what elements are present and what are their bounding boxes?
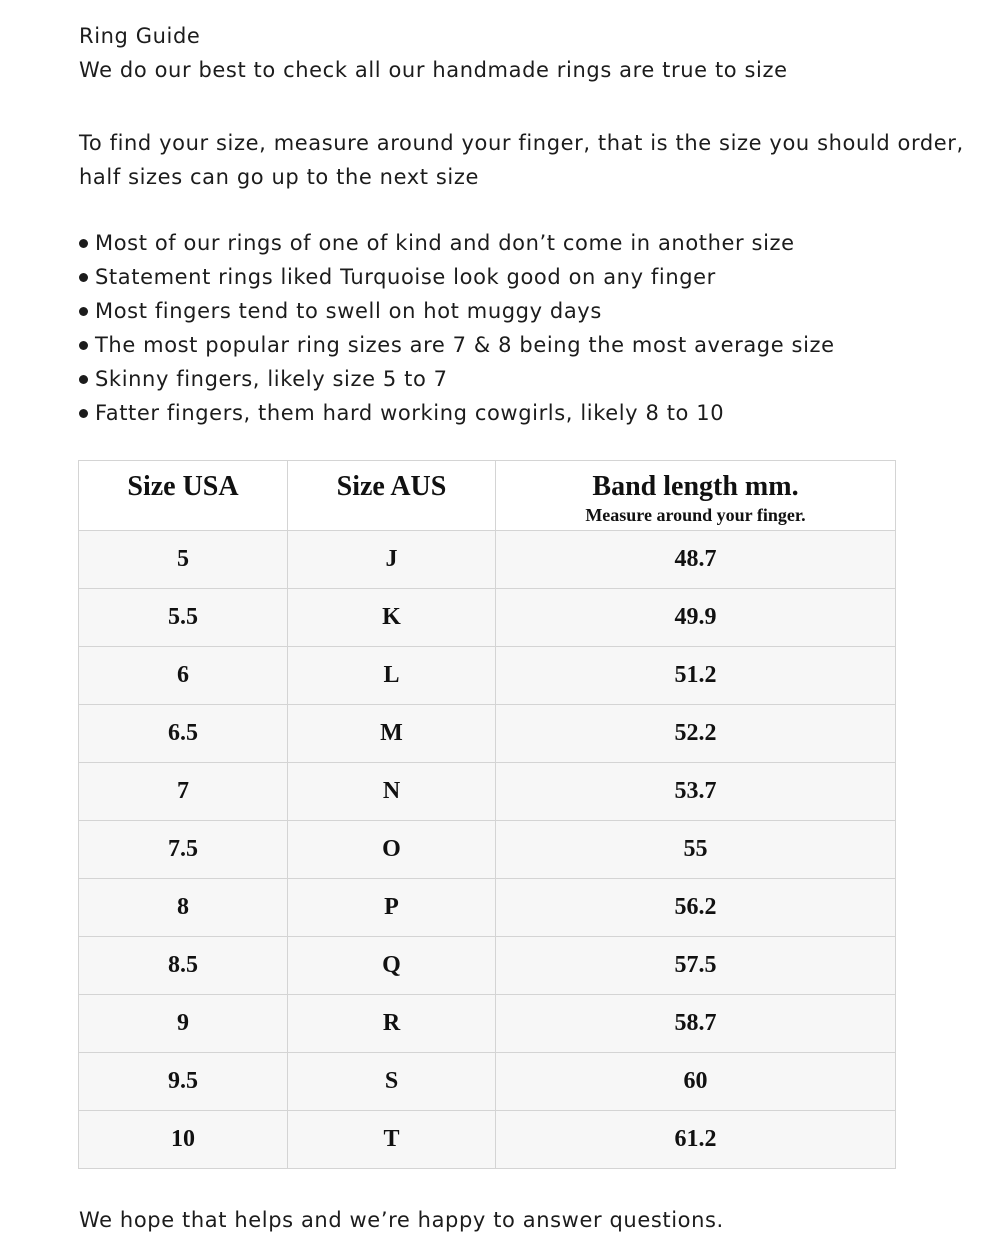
tip-text: Most of our rings of one of kind and don’t come in another size bbox=[95, 231, 795, 255]
cell-aus: S bbox=[288, 1053, 496, 1111]
cell-mm: 61.2 bbox=[496, 1111, 896, 1169]
cell-mm: 55 bbox=[496, 821, 896, 879]
cell-aus: T bbox=[288, 1111, 496, 1169]
cell-usa: 5 bbox=[79, 531, 288, 589]
table-row bbox=[79, 879, 896, 937]
bullet-icon bbox=[79, 375, 88, 384]
cell-mm: 49.9 bbox=[496, 589, 896, 647]
tip-text: Statement rings liked Turquoise look good on any finger bbox=[95, 265, 716, 289]
cell-aus: L bbox=[288, 647, 496, 705]
cell-mm: 60 bbox=[496, 1053, 896, 1111]
bullet-icon bbox=[79, 341, 88, 350]
tip-text: Skinny fingers, likely size 5 to 7 bbox=[95, 367, 448, 391]
table-row bbox=[79, 995, 896, 1053]
tip-text: The most popular ring sizes are 7 & 8 being the most average size bbox=[95, 333, 835, 357]
cell-aus: M bbox=[288, 705, 496, 763]
closing-text: We hope that helps and we’re happy to answer questions. bbox=[79, 1208, 724, 1232]
cell-aus: P bbox=[288, 879, 496, 937]
cell-usa: 6.5 bbox=[79, 705, 288, 763]
cell-usa: 8 bbox=[79, 879, 288, 937]
cell-mm: 53.7 bbox=[496, 763, 896, 821]
cell-usa: 6 bbox=[79, 647, 288, 705]
table-row bbox=[79, 647, 896, 705]
cell-aus: N bbox=[288, 763, 496, 821]
table-row bbox=[79, 531, 896, 589]
tips-list bbox=[79, 226, 835, 430]
cell-aus: R bbox=[288, 995, 496, 1053]
bullet-icon bbox=[79, 307, 88, 316]
cell-aus: O bbox=[288, 821, 496, 879]
header-band-length-label: Band length mm. bbox=[592, 471, 799, 502]
cell-usa: 7.5 bbox=[79, 821, 288, 879]
cell-usa: 5.5 bbox=[79, 589, 288, 647]
table-row bbox=[79, 821, 896, 879]
header-band-length-subtitle: Measure around your finger. bbox=[585, 505, 806, 525]
cell-mm: 52.2 bbox=[496, 705, 896, 763]
header-size-aus: Size AUS bbox=[288, 461, 496, 531]
cell-usa: 9.5 bbox=[79, 1053, 288, 1111]
cell-mm: 58.7 bbox=[496, 995, 896, 1053]
cell-usa: 10 bbox=[79, 1111, 288, 1169]
list-item bbox=[79, 396, 835, 430]
cell-aus: K bbox=[288, 589, 496, 647]
bullet-icon bbox=[79, 273, 88, 282]
tip-text: Most fingers tend to swell on hot muggy days bbox=[95, 299, 602, 323]
list-item bbox=[79, 328, 835, 362]
list-item bbox=[79, 226, 835, 260]
find-size-text: To find your size, measure around your finger, that is the size you should order, half sizes can go up to the next size bbox=[79, 131, 964, 189]
bullet-icon bbox=[79, 409, 88, 418]
page-title: Ring Guide bbox=[79, 24, 201, 48]
intro-text: We do our best to check all our handmade rings are true to size bbox=[79, 58, 788, 82]
table-row bbox=[79, 705, 896, 763]
table-row bbox=[79, 1111, 896, 1169]
cell-mm: 57.5 bbox=[496, 937, 896, 995]
tip-text: Fatter fingers, them hard working cowgirls, likely 8 to 10 bbox=[95, 401, 725, 425]
table-row bbox=[79, 763, 896, 821]
cell-aus: Q bbox=[288, 937, 496, 995]
header-size-usa: Size USA bbox=[79, 461, 288, 531]
cell-mm: 48.7 bbox=[496, 531, 896, 589]
table-row bbox=[79, 589, 896, 647]
list-item bbox=[79, 362, 835, 396]
cell-usa: 9 bbox=[79, 995, 288, 1053]
list-item bbox=[79, 260, 835, 294]
cell-aus: J bbox=[288, 531, 496, 589]
ring-size-table bbox=[78, 460, 896, 1169]
bullet-icon bbox=[79, 239, 88, 248]
list-item bbox=[79, 294, 835, 328]
table-row bbox=[79, 1053, 896, 1111]
cell-mm: 51.2 bbox=[496, 647, 896, 705]
cell-usa: 8.5 bbox=[79, 937, 288, 995]
header-band-length bbox=[496, 461, 896, 531]
cell-mm: 56.2 bbox=[496, 879, 896, 937]
table-header-row bbox=[79, 461, 896, 531]
cell-usa: 7 bbox=[79, 763, 288, 821]
table-row bbox=[79, 937, 896, 995]
